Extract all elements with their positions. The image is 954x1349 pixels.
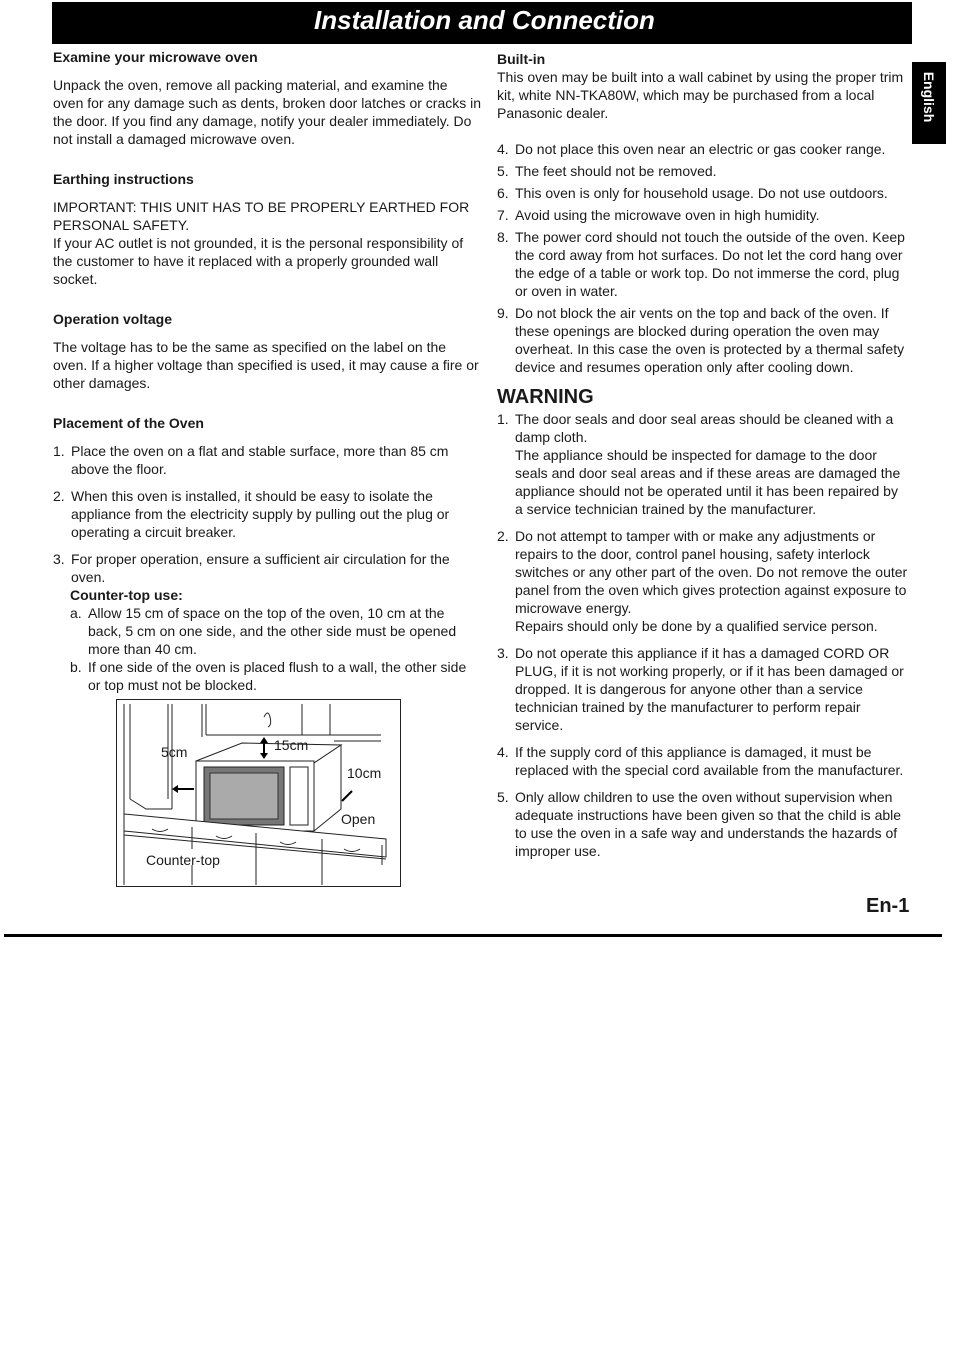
- examine-text: Unpack the oven, remove all packing material, and examine the oven for any damage such as dents, broken door latches or cracks in the door. If you find any damage, notify your dealer immediately. Do not install a damaged microwave oven.: [53, 77, 482, 147]
- installation-list: [497, 140, 909, 376]
- placement-diagram: [116, 699, 401, 887]
- list-item: b. If one side of the oven is placed flush to a wall, the other side or top must not be blocked.: [70, 659, 467, 693]
- examine-heading: Examine your microwave oven: [53, 49, 258, 65]
- label-open: Open: [341, 811, 376, 827]
- list-item: 9. Do not block the air vents on the top and back of the oven. If these openings are blocked during operation the oven may overheat. In this case the oven is protected by a thermal safety device and resumes operation only after cooling down.: [497, 305, 905, 375]
- label-5cm: 5cm: [161, 744, 188, 760]
- bottom-rule: [4, 934, 942, 937]
- countertop-heading: Counter-top use:: [70, 587, 183, 603]
- warning-heading: WARNING: [497, 386, 594, 408]
- left-column: [53, 48, 481, 694]
- right-column: [497, 50, 909, 860]
- list-item: a. Allow 15 cm of space on the top of the oven, 10 cm at the back, 5 cm on one side, and the other side must be opened more than 40 cm.: [70, 605, 457, 657]
- list-item: 7. Avoid using the microwave oven in high humidity.: [497, 207, 820, 223]
- placement-heading: Placement of the Oven: [53, 415, 204, 431]
- label-15cm: 15cm: [274, 737, 309, 753]
- list-item: 3. For proper operation, ensure a sufficient air circulation for the oven.: [53, 551, 450, 585]
- list-item: 4. Do not place this oven near an electric or gas cooker range.: [497, 141, 886, 157]
- list-item: 2. When this oven is installed, it should be easy to isolate the appliance from the electricity supply by pulling out the plug or operating a circuit breaker.: [53, 488, 450, 540]
- earthing-text: If your AC outlet is not grounded, it is the personal responsibility of the customer to have it replaced with a properly grounded wall socket.: [53, 235, 464, 287]
- builtin-text: This oven may be built into a wall cabinet by using the proper trim kit, white NN-TKA80W, which may be purchased from a local Panasonic dealer.: [497, 69, 904, 121]
- list-item: 6. This oven is only for household usage. Do not use outdoors.: [497, 185, 888, 201]
- list-item: 1. The door seals and door seal areas should be cleaned with a damp cloth. The appliance should be inspected for damage to the door seals and door seal areas and if these areas are damaged the appliance should not be operated until it has been repaired by a service technician trained by the manufacturer.: [497, 411, 901, 517]
- list-item: 1. Place the oven on a flat and stable surface, more than 85 cm above the floor.: [53, 443, 449, 477]
- warning-list: [497, 410, 909, 860]
- builtin-heading: Built-in: [497, 51, 546, 67]
- countertop-list: [70, 604, 481, 694]
- list-item: 5. The feet should not be removed.: [497, 163, 717, 179]
- label-10cm: 10cm: [347, 765, 382, 781]
- earthing-important: IMPORTANT: THIS UNIT HAS TO BE PROPERLY EARTHED FOR PERSONAL SAFETY.: [53, 199, 470, 233]
- language-tab: [912, 62, 946, 144]
- list-item: 4. If the supply cord of this appliance is damaged, it must be replaced with the special cord available from the manufacturer.: [497, 744, 904, 778]
- voltage-heading: Operation voltage: [53, 311, 173, 327]
- page-title: Installation and Connection: [314, 5, 655, 35]
- language-tab-label: English: [921, 71, 937, 123]
- list-item: 8. The power cord should not touch the outside of the oven. Keep the cord away from hot surfaces. Do not let the cord hang over the edge of a table or work top. Do not immerse the cord, plug or oven in water.: [497, 229, 905, 299]
- page-number: En-1: [866, 895, 910, 917]
- voltage-text: The voltage has to be the same as specified on the label on the oven. If a higher voltage than specified is used, it may cause a fire or other damages.: [53, 339, 479, 391]
- placement-list: [53, 442, 481, 586]
- list-item: 5. Only allow children to use the oven without supervision when adequate instructions have been given so that the child is able to use the oven in a safe way and understands the hazards of improper use.: [497, 789, 902, 859]
- label-countertop: Counter-top: [146, 852, 220, 868]
- list-item: 3. Do not operate this appliance if it has a damaged CORD OR PLUG, if it is not working properly, or if it has been damaged or dropped. It is dangerous for anyone other than a service technician trained by the manufacturer to perform repair service.: [497, 645, 904, 733]
- title-bar: [52, 2, 912, 44]
- list-item: 2. Do not attempt to tamper with or make any adjustments or repairs to the door, control panel housing, safety interlock switches or any other part of the oven. Do not remove the outer panel from the oven which gives protection against exposure to microwave energy. Repairs should only be done by a qualified service person.: [497, 528, 908, 634]
- earthing-heading: Earthing instructions: [53, 171, 194, 187]
